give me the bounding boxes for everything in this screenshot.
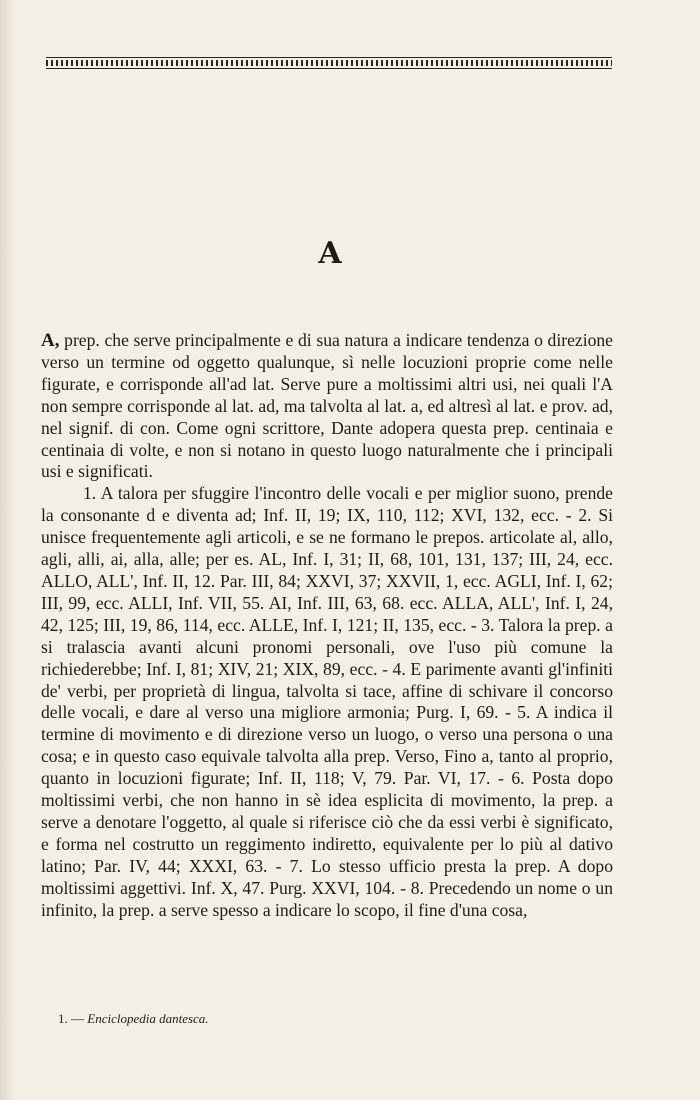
entry-intro	[41, 330, 613, 483]
page-edge-shadow	[0, 0, 14, 1100]
signature-footer	[58, 1011, 209, 1027]
signature-title: Enciclopedia dantesca.	[87, 1011, 209, 1026]
headword: A,	[41, 330, 60, 351]
section-letter: A	[318, 236, 342, 271]
entry-usages: 1. A talora per sfuggire l'incontro delle vocali e per miglior suono, prende la consonante d e diventa ad; Inf. II, 19; IX, 110, 112; XVI, 132, ecc. - 2. Si unisce frequentemente agli articoli, e se ne formano le prepos. articolate al, allo, agli, alli, ai, alla, alle; per es. AL, Inf. I, 31; II, 68, 101, 131, 137; III, 24, ecc. ALLO, ALL', Inf. II, 12. Par. III, 84; XXVI, 37; XXVII, 1, ecc. AGLI, Inf. I, 62; III, 99, ecc. ALLI, Inf. VII, 55. AI, Inf. III, 63, 68. ecc. ALLA, ALL', Inf. I, 24, 42, 125; III, 19, 86, 114, ecc. ALLE, Inf. I, 121; II, 135, ecc. - 3. Talora la prep. a si tralascia avanti alcuni pronomi personali, ove l'uso più comune la richiederebbe; Inf. I, 81; XIV, 21; XIX, 89, ecc. - 4. E parimente avanti gl'infiniti de' verbi, per proprietà di lingua, talvolta si tace, affine di schivare il concorso delle vocali, e dare al verso una migliore armonia; Purg. I, 69. - 5. A indica il termine di movimento e di direzione verso un luogo, o verso una persona o una cosa; e in questo caso equivale talvolta alla prep. Verso, Fino a, tanto al proprio, quanto in locuzioni figurate; Inf. II, 118; V, 79. Par. VI, 17. - 6. Posta dopo moltissimi verbi, che non hanno in sè idea esplicita di movimento, la prep. a serve a denotare l'oggetto, al quale si riferisce ciò che da essi verbi è significato, e forma nel costrutto un reggimento indiretto, equivalente per lo più al dativo latino; Par. IV, 44; XXXI, 63. - 7. Lo stesso ufficio presta la prep. A dopo moltissimi aggettivi. Inf. X, 47. Purg. XXVI, 104. - 8. Precedendo un nome o un infinito, la prep. a serve spesso a indicare lo scopo, il fine d'una cosa,	[41, 483, 613, 920]
signature-number: 1. —	[58, 1011, 84, 1026]
entry-definition: prep. che serve principalmente e di sua natura a indicare tendenza o direzione verso un termine od oggetto qualunque, sì nelle locuzioni proprie come nelle figurate, e corrisponde all'ad lat. Serve pure a moltissimi altri usi, nei quali l'A non sempre corrisponde al lat. ad, ma talvolta al lat. a, ed altresì al lat. e prov. ad, nel signif. di con. Come ogni scrittore, Dante adopera questa prep. centinaia e centinaia di volte, e non si notano in questo luogo naturalmente che i principali usi e significati.	[41, 330, 613, 482]
entry-text	[41, 330, 613, 921]
decorative-rule	[46, 57, 612, 69]
